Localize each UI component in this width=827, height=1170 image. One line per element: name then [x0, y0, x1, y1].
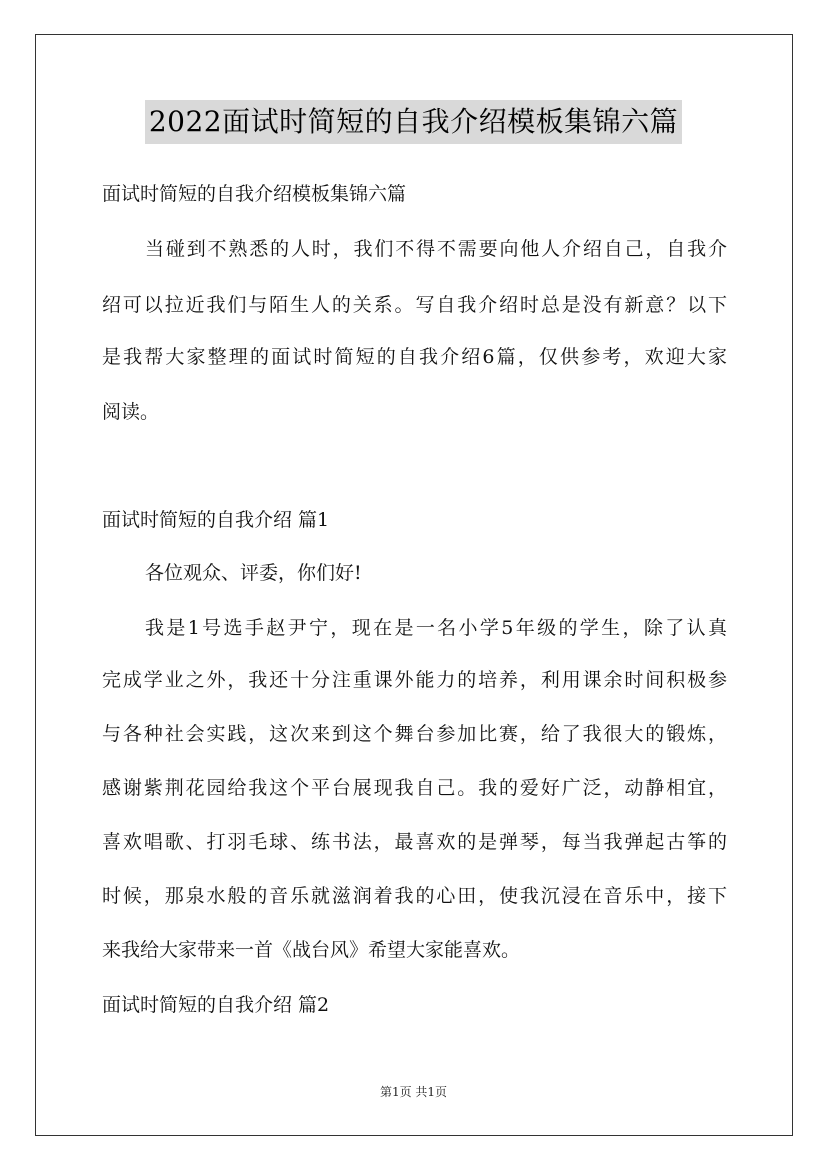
section-1-line-3: 与各种社会实践，这次来到这个舞台参加比赛，给了我很大的锻炼，: [102, 723, 727, 745]
section-1-line-7: 来我给大家带来一首《战台风》希望大家能喜欢。: [102, 939, 521, 961]
section-1-heading: 面试时简短的自我介绍 篇1: [102, 509, 330, 531]
section-1-line-1: 我是1号选手赵尹宁，现在是一名小学5年级的学生，除了认真: [145, 617, 727, 639]
section-1-greeting: 各位观众、评委，你们好!: [145, 562, 362, 584]
section-1-line-5: 喜欢唱歌、打羽毛球、练书法，最喜欢的是弹琴，每当我弹起古筝的: [102, 831, 727, 853]
intro-line-2: 绍可以拉近我们与陌生人的关系。写自我介绍时总是没有新意？以下: [102, 294, 727, 316]
page-footer: 第1页 共1页: [379, 1085, 448, 1099]
document-title: 2022面试时简短的自我介绍模板集锦六篇: [145, 100, 682, 144]
intro-line-1: 当碰到不熟悉的人时，我们不得不需要向他人介绍自己，自我介: [145, 238, 727, 260]
section-2-heading: 面试时简短的自我介绍 篇2: [102, 994, 330, 1016]
document-subtitle: 面试时简短的自我介绍模板集锦六篇: [102, 183, 407, 205]
intro-line-3: 是我帮大家整理的面试时简短的自我介绍6篇，仅供参考，欢迎大家: [102, 346, 727, 368]
section-1-line-2: 完成学业之外，我还十分注重课外能力的培养，利用课余时间积极参: [102, 669, 727, 691]
section-1-line-4: 感谢紫荆花园给我这个平台展现我自己。我的爱好广泛，动静相宜，: [102, 777, 727, 799]
section-1-line-6: 时候，那泉水般的音乐就滋润着我的心田，使我沉浸在音乐中，接下: [102, 885, 727, 907]
intro-line-4: 阅读。: [102, 401, 160, 423]
title-container: [0, 100, 827, 144]
